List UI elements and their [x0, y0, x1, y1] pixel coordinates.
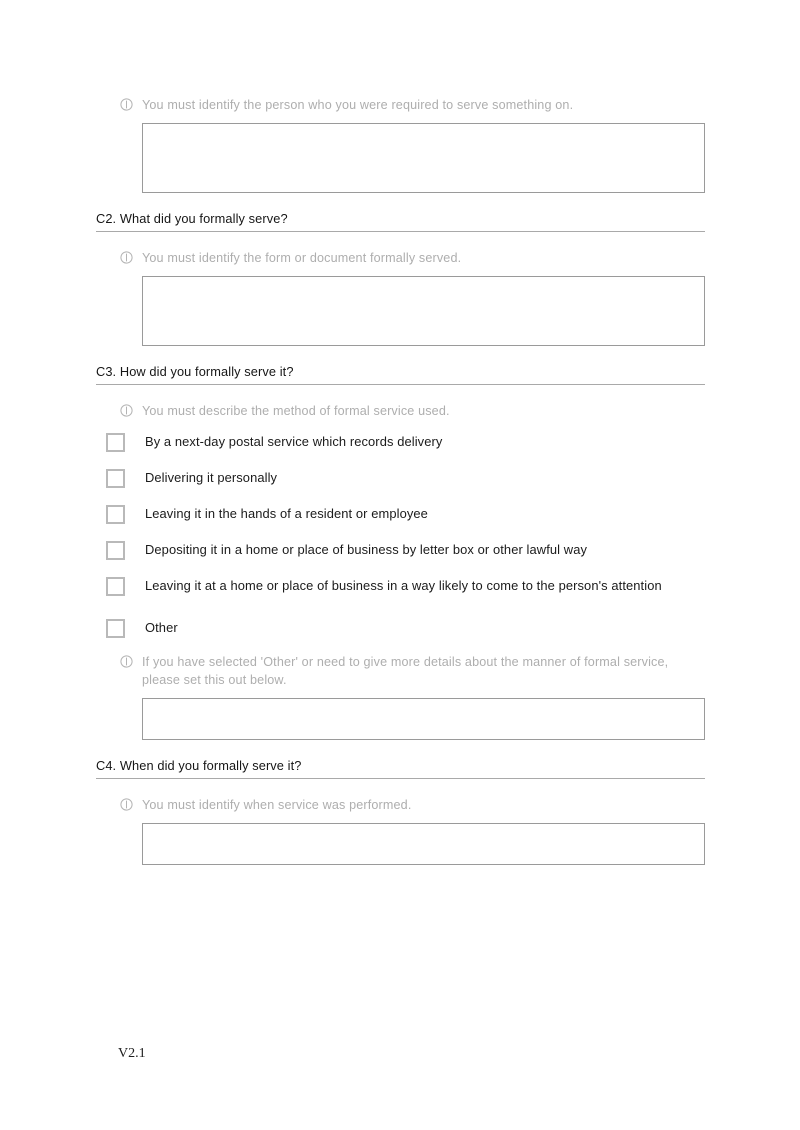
checkbox-row[interactable]	[96, 576, 705, 596]
c1-hint-row	[96, 96, 705, 114]
checkbox-unchecked-icon[interactable]	[106, 433, 125, 452]
c1-hint-text: You must identify the person who you were required to serve something on.	[142, 98, 574, 112]
c3-option-list	[96, 432, 705, 638]
c3-hint-text: You must describe the method of formal service used.	[142, 404, 450, 418]
checkbox-unchecked-icon[interactable]	[106, 469, 125, 488]
section-heading-c2: C2. What did you formally serve?	[96, 211, 705, 232]
section-heading-c3: C3. How did you formally serve it?	[96, 364, 705, 385]
c3-other-hint-text: If you have selected 'Other' or need to give more details about the manner of formal service, please set this out below.	[142, 655, 669, 687]
footer-version-label: V2.1	[118, 1046, 146, 1061]
info-circle-icon	[120, 655, 133, 668]
c4-hint-text: You must identify when service was performed.	[142, 798, 412, 812]
checkbox-row[interactable]	[96, 432, 705, 452]
c2-hint-row	[96, 249, 705, 267]
info-circle-icon	[120, 98, 133, 111]
checkbox-row[interactable]	[96, 504, 705, 524]
c2-hint-text: You must identify the form or document formally served.	[142, 251, 462, 265]
checkbox-label: Leaving it at a home or place of business in a way likely to come to the person's attention	[145, 578, 662, 593]
c3-other-answer-box[interactable]	[142, 698, 705, 740]
checkbox-row-other[interactable]	[96, 618, 705, 638]
checkbox-row[interactable]	[96, 468, 705, 488]
section-heading-c4: C4. When did you formally serve it?	[96, 758, 705, 779]
c4-hint-row	[96, 796, 705, 814]
c2-answer-box[interactable]	[142, 276, 705, 346]
c4-answer-box[interactable]	[142, 823, 705, 865]
checkbox-unchecked-icon[interactable]	[106, 577, 125, 596]
info-circle-icon	[120, 404, 133, 417]
checkbox-unchecked-icon[interactable]	[106, 619, 125, 638]
checkbox-label: Leaving it in the hands of a resident or employee	[145, 506, 428, 521]
checkbox-label: Depositing it in a home or place of business by letter box or other lawful way	[145, 542, 588, 557]
info-circle-icon	[120, 251, 133, 264]
form-content	[96, 96, 705, 865]
checkbox-unchecked-icon[interactable]	[106, 541, 125, 560]
checkbox-label: By a next-day postal service which records delivery	[145, 434, 443, 449]
checkbox-row[interactable]	[96, 540, 705, 560]
checkbox-label: Other	[145, 620, 178, 635]
checkbox-unchecked-icon[interactable]	[106, 505, 125, 524]
c3-hint-row	[96, 402, 705, 420]
info-circle-icon	[120, 798, 133, 811]
checkbox-label: Delivering it personally	[145, 470, 278, 485]
c1-answer-box[interactable]	[142, 123, 705, 193]
c3-other-hint-row	[96, 653, 705, 689]
